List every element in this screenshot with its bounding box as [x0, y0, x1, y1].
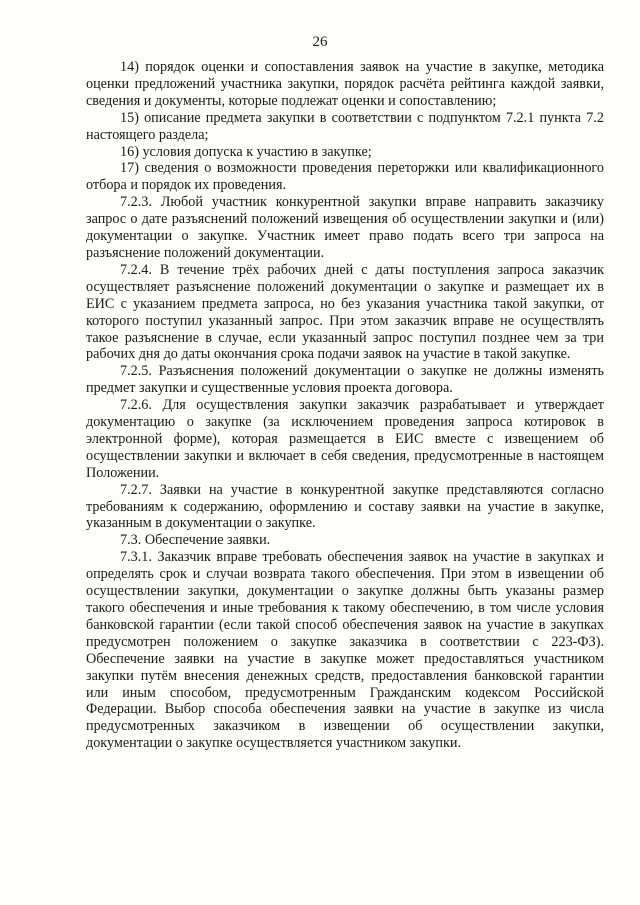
paragraph-item-15: 15) описание предмета закупки в соответствии с подпунктом 7.2.1 пункта 7.2 настоящего раздела; [86, 109, 604, 143]
paragraph-item-17: 17) сведения о возможности проведения переторжки или квалификационного отбора и порядок их проведения. [86, 160, 604, 194]
paragraph-7-2-6: 7.2.6. Для осуществления закупки заказчик разрабатывает и утверждает документацию о закупке (за исключением проведения запроса котировок в электронной форме), которая размещается в ЕИС вместе с извещением об осуществлении закупки и включает в себя сведения, предусмотренные в настоящем Положении. [86, 397, 604, 481]
section-heading-7-3: 7.3. Обеспечение заявки. [120, 532, 271, 549]
page-number: 26 [312, 34, 328, 50]
paragraph-7-2-4: 7.2.4. В течение трёх рабочих дней с даты поступления запроса заказчик осуществляет разъяснение положений документации о закупке и размещает их в ЕИС с указанием предмета запроса, но без указания участника такой закупки, от которого поступил указанный запрос. При этом заказчик вправе не осуществлять такое разъяснение в случае, если указанный запрос поступил позднее чем за три рабочих дня до даты окончания срока подачи заявок на участие в такой закупке. [86, 261, 604, 363]
paragraph-item-14: 14) порядок оценки и сопоставления заявок на участие в закупке, методика оценки предложений участника закупки, порядок расчёта рейтинга каждой заявки, сведения и документы, которые подлежат оценки и сопоставлению; [86, 59, 604, 109]
paragraph-7-2-3: 7.2.3. Любой участник конкурентной закупки вправе направить заказчику запрос о дате разъяснений положений извещения об осуществлении закупки и (или) документации о закупке. Участник имеет право подать всего три запроса на разъяснение положений документации. [86, 194, 604, 261]
paragraph-7-2-5: 7.2.5. Разъяснения положений документации о закупке не должны изменять предмет закупки и существенные условия проекта договора. [86, 363, 604, 397]
paragraph-item-16: 16) условия допуска к участию в закупке; [120, 143, 372, 160]
paragraph-7-3-1: 7.3.1. Заказчик вправе требовать обеспечения заявок на участие в закупках и определять срок и случаи возврата такого обеспечения. При этом в извещении об осуществлении закупки, документации о закупке должны быть указаны размер такого обеспечения и иные требования к такому обеспечению, в том числе условия банковской гарантии (если такой способ обеспечения заявок на участие в закупках предусмотрен положением о закупке заказчика в соответствии с 223-ФЗ). Обеспечение заявки на участие в закупке может предоставляться участником закупки путём внесения денежных средств, предоставления банковской гарантии или иным способом, предусмотренным Гражданским кодексом Российской Федерации. Выбор способа обеспечения заявки на участие в закупке из числа предусмотренных заказчиком в извещении об осуществлении закупки, документации о закупке осуществляется участником закупки. [86, 549, 604, 752]
document-body [86, 59, 604, 752]
paragraph-7-2-7: 7.2.7. Заявки на участие в конкурентной закупке представляются согласно требованиям к содержанию, оформлению и составу заявки на участие в закупке, указанным в документации о закупке. [86, 481, 604, 532]
